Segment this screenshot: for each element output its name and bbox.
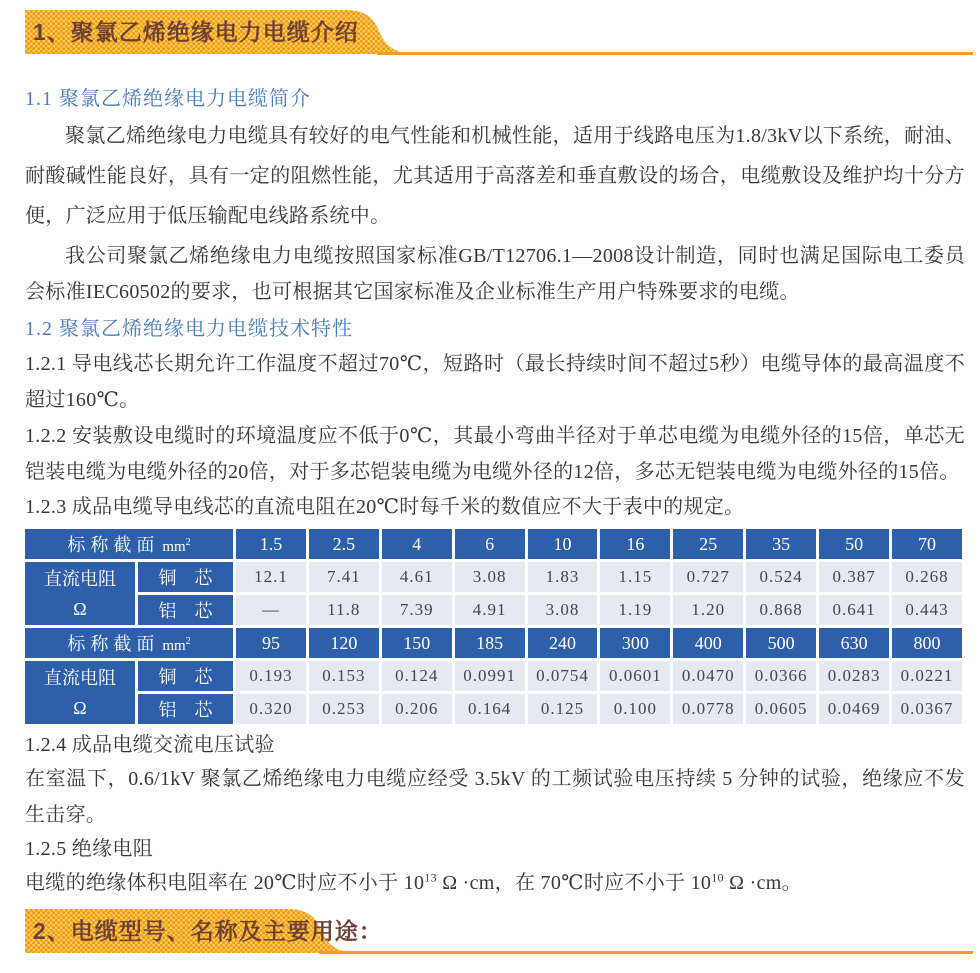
size-label: 标称截面	[67, 535, 160, 555]
item-1-2-4-heading: 1.2.4 成品电缆交流电压试验	[25, 734, 275, 756]
aluminum-value-cell: 0.868	[746, 595, 816, 625]
copper-value-cell: 0.0991	[455, 661, 525, 691]
aluminum-value-cell: 0.0778	[673, 694, 743, 724]
section-header-cell: 35	[746, 529, 816, 559]
size-unit-text: mm	[162, 539, 186, 555]
aluminum-value-cell: 11.8	[309, 595, 379, 625]
aluminum-value-cell: 1.20	[673, 595, 743, 625]
section-header-cell: 1.5	[236, 529, 306, 559]
copper-value-cell: 4.61	[382, 562, 452, 592]
resistance-unit: Ω	[73, 697, 87, 718]
dc-resistance-table	[22, 526, 965, 727]
aluminum-core-label-cell: 铝 芯	[138, 694, 233, 724]
copper-value-cell: 7.41	[309, 562, 379, 592]
aluminum-value-cell: 0.253	[309, 694, 379, 724]
section-header-cell: 4	[382, 529, 452, 559]
para-intro-1: 聚氯乙烯绝缘电力电缆具有较好的电气性能和机械性能，适用于线路电压为1.8/3kV以下系统，耐油、耐酸碱性能良好，具有一定的阻燃性能，尤其适用于高落差和垂直敷设的场合，电缆敷设及维护均十分方便，广泛应用于低压输配电线路系统中。	[25, 125, 965, 227]
copper-value-cell: 0.0754	[528, 661, 598, 691]
section-header-cell: 25	[673, 529, 743, 559]
aluminum-value-cell: 0.0469	[819, 694, 889, 724]
copper-value-cell: 0.0283	[819, 661, 889, 691]
item-1-2-1: 1.2.1 导电线芯长期允许工作温度不超过70℃，短路时（最长持续时间不超过5秒）电缆导体的最高温度不超过160℃。	[25, 353, 965, 411]
copper-core-label-cell: 铜 芯	[138, 661, 233, 691]
copper-value-cell: 0.0601	[600, 661, 670, 691]
table-row-aluminum-1	[25, 595, 962, 625]
aluminum-value-cell: 0.0367	[892, 694, 962, 724]
size-header-label-cell	[25, 628, 233, 658]
aluminum-value-cell: 0.100	[600, 694, 670, 724]
copper-value-cell: 0.0221	[892, 661, 962, 691]
aluminum-value-cell: 0.0605	[746, 694, 816, 724]
item-1-2-4-body: 在室温下，0.6/1kV 聚氯乙烯绝缘电力电缆应经受 3.5kV 的工频试验电压持续 5 分钟的试验，绝缘应不发生击穿。	[25, 768, 965, 826]
exponent-13: 13	[424, 870, 437, 885]
insulation-text-part: Ω ·cm。	[723, 872, 802, 894]
insulation-text-part: Ω ·cm，在 70℃时应不小于 10	[436, 872, 712, 894]
size-header-label-cell	[25, 529, 233, 559]
copper-value-cell: 1.83	[528, 562, 598, 592]
aluminum-value-cell: 0.164	[455, 694, 525, 724]
section-header-cell: 500	[746, 628, 816, 658]
section1-banner-title: 1、聚氯乙烯绝缘电力电缆介绍	[33, 19, 359, 45]
size-unit	[162, 539, 190, 555]
section-header-cell: 400	[673, 628, 743, 658]
section-header-cell: 16	[600, 529, 670, 559]
resistance-label: 直流电阻	[44, 568, 116, 589]
section1-banner	[25, 10, 980, 56]
size-unit	[162, 638, 190, 654]
aluminum-core-label-cell: 铝 芯	[138, 595, 233, 625]
aluminum-value-cell: —	[236, 595, 306, 625]
section-header-cell: 120	[309, 628, 379, 658]
section-header-cell: 185	[455, 628, 525, 658]
item-1-2-3: 1.2.3 成品电缆导电线芯的直流电阻在20℃时每千米的数值应不大于表中的规定。	[25, 496, 745, 518]
copper-value-cell: 0.153	[309, 661, 379, 691]
section-header-cell: 800	[892, 628, 962, 658]
copper-value-cell: 0.124	[382, 661, 452, 691]
heading-1-2: 1.2 聚氯乙烯绝缘电力电缆技术特性	[25, 318, 353, 340]
copper-value-cell: 0.0366	[746, 661, 816, 691]
section-header-cell: 95	[236, 628, 306, 658]
section-header-cell: 10	[528, 529, 598, 559]
insulation-text-part: 电缆的绝缘体积电阻率在 20℃时应不小于 10	[25, 872, 425, 894]
section-header-cell: 630	[819, 628, 889, 658]
resistance-label-cell	[25, 562, 135, 625]
item-1-2-2: 1.2.2 安装敷设电缆时的环境温度应不低于0℃，其最小弯曲半径对于单芯电缆为电缆外径的15倍，单芯无铠装电缆为电缆外径的20倍，对于多芯铠装电缆为电缆外径的12倍，多芯无铠装电缆为电缆外径的15倍。	[25, 425, 965, 483]
resistance-unit: Ω	[73, 598, 87, 619]
table-row-aluminum-2	[25, 694, 962, 724]
aluminum-value-cell: 0.206	[382, 694, 452, 724]
aluminum-value-cell: 0.443	[892, 595, 962, 625]
heading-1-1: 1.1 聚氯乙烯绝缘电力电缆简介	[25, 88, 311, 110]
item-1-2-5-heading: 1.2.5 绝缘电阻	[25, 838, 153, 860]
section2-banner	[25, 909, 980, 955]
exponent-10: 10	[711, 870, 724, 885]
copper-value-cell: 0.524	[746, 562, 816, 592]
copper-value-cell: 0.0470	[673, 661, 743, 691]
copper-value-cell: 1.15	[600, 562, 670, 592]
size-unit-sup: 2	[185, 537, 191, 548]
section-header-cell: 240	[528, 628, 598, 658]
section-header-cell: 50	[819, 529, 889, 559]
size-unit-sup: 2	[185, 636, 191, 647]
aluminum-value-cell: 4.91	[455, 595, 525, 625]
table-row-sections-1	[25, 529, 962, 559]
copper-value-cell: 0.268	[892, 562, 962, 592]
copper-core-label-cell: 铜 芯	[138, 562, 233, 592]
aluminum-value-cell: 0.125	[528, 694, 598, 724]
copper-value-cell: 12.1	[236, 562, 306, 592]
section-header-cell: 70	[892, 529, 962, 559]
size-unit-text: mm	[162, 638, 186, 654]
aluminum-value-cell: 3.08	[528, 595, 598, 625]
item-1-2-5-body	[25, 865, 965, 901]
para-intro-2: 我公司聚氯乙烯绝缘电力电缆按照国家标准GB/T12706.1—2008设计制造，同时也满足国际电工委员会标准IEC60502的要求，也可根据其它国家标准及企业标准生产用户特殊要求的电缆。	[25, 245, 965, 303]
table-row-sections-2	[25, 628, 962, 658]
table-row-copper-2	[25, 661, 962, 691]
section-header-cell: 150	[382, 628, 452, 658]
size-label: 标称截面	[67, 634, 160, 654]
aluminum-value-cell: 1.19	[600, 595, 670, 625]
copper-value-cell: 0.727	[673, 562, 743, 592]
section-header-cell: 6	[455, 529, 525, 559]
section-header-cell: 2.5	[309, 529, 379, 559]
section2-banner-title: 2、电缆型号、名称及主要用途：	[33, 918, 383, 944]
copper-value-cell: 3.08	[455, 562, 525, 592]
aluminum-value-cell: 0.320	[236, 694, 306, 724]
aluminum-value-cell: 7.39	[382, 595, 452, 625]
copper-value-cell: 0.387	[819, 562, 889, 592]
resistance-label: 直流电阻	[44, 667, 116, 688]
resistance-label-cell	[25, 661, 135, 724]
aluminum-value-cell: 0.641	[819, 595, 889, 625]
section-header-cell: 300	[600, 628, 670, 658]
table-row-copper-1	[25, 562, 962, 592]
copper-value-cell: 0.193	[236, 661, 306, 691]
